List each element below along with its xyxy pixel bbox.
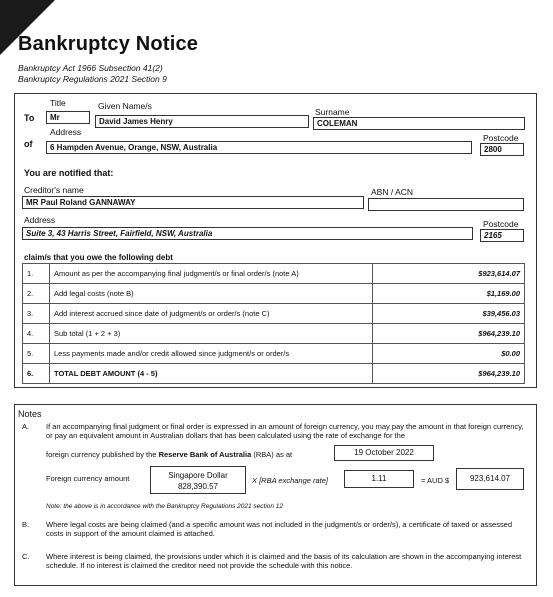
debt-row-amount: $923,614.07	[373, 264, 525, 284]
debt-row-description: Amount as per the accompanying final judgment/s or final order/s (note A)	[50, 264, 373, 284]
debt-row-description: Add interest accrued since date of judgment/s or order/s (note C)	[50, 304, 373, 324]
regulations-reference: Bankruptcy Regulations 2021 Section 9	[18, 74, 167, 84]
fx-rate-field[interactable]: 1.11	[344, 470, 414, 488]
debt-row	[23, 264, 525, 284]
note-a-rba-bold: Reserve Bank of Australia	[158, 450, 252, 459]
note-a-footnote: Note: the above is in accordance with the Bankruptcy Regulations 2021 section 12	[46, 503, 284, 510]
creditor-name-label: Creditor's name	[24, 185, 84, 195]
debt-row-number: 1.	[23, 264, 50, 284]
address-label: Address	[50, 127, 82, 137]
debt-table	[22, 263, 525, 384]
surname-label: Surname	[315, 107, 350, 117]
note-a-rba-pre: foreign currency published by the	[46, 450, 159, 459]
abn-acn-field[interactable]	[368, 198, 524, 211]
title-label: Title	[50, 98, 66, 108]
debt-row-amount: $964,239.10	[373, 364, 525, 384]
debt-row-amount: $0.00	[373, 344, 525, 364]
note-a-text: If an accompanying final judgment or final order is expressed in an amount of foreign currency, you may pay the amount in that foreign currency, or pay an equivalent amount in Australian dollars that has been calculated using the rate of exchange for the	[46, 422, 524, 440]
abn-acn-label: ABN / ACN	[371, 187, 414, 197]
note-b-text: Where legal costs are being claimed (and a specific amount was not included in the judgment/s or order/s), a certificate of taxed or assessed costs in support of the amount claimed is attached.	[46, 520, 513, 538]
postcode-label: Postcode	[483, 133, 519, 143]
given-names-field[interactable]: David James Henry	[95, 115, 309, 128]
debt-row	[23, 324, 525, 344]
debt-row-number: 2.	[23, 284, 50, 304]
note-a-rba-post: (RBA) as at	[251, 450, 293, 459]
act-reference: Bankruptcy Act 1966 Subsection 41(2)	[18, 63, 163, 73]
fx-currency: Singapore Dollar	[168, 471, 228, 480]
creditor-name-field[interactable]: MR Paul Roland GANNAWAY	[22, 196, 364, 209]
surname-field[interactable]: COLEMAN	[313, 117, 525, 130]
creditor-postcode-field[interactable]: 2165	[480, 229, 524, 242]
debt-row	[23, 364, 525, 384]
note-a-letter: A.	[22, 422, 30, 431]
debt-row	[23, 344, 525, 364]
fx-amount: 828,390.57	[177, 482, 219, 491]
creditor-postcode-label: Postcode	[483, 219, 519, 229]
debt-row-number: 4.	[23, 324, 50, 344]
notes-heading: Notes	[18, 409, 42, 419]
debt-row-description: Less payments made and/or credit allowed since judgment/s or order/s	[50, 344, 373, 364]
debt-row-description: Add legal costs (note B)	[50, 284, 373, 304]
address-field[interactable]: 6 Hampden Avenue, Orange, NSW, Australia	[46, 141, 472, 154]
debt-row-description: TOTAL DEBT AMOUNT (4 - 5)	[50, 364, 373, 384]
notified-heading: You are notified that:	[24, 168, 114, 178]
aud-label: = AUD $	[421, 476, 450, 485]
title-field[interactable]: Mr	[46, 111, 90, 124]
debt-row-amount: $964,239.10	[373, 324, 525, 344]
fx-amount-label: Foreign currency amount	[46, 474, 130, 483]
aud-value-field[interactable]: 923,614.07	[456, 468, 524, 490]
debt-row-number: 3.	[23, 304, 50, 324]
creditor-address-label: Address	[24, 215, 56, 225]
debt-row-amount: $39,456.03	[373, 304, 525, 324]
note-c-letter: C.	[22, 552, 30, 561]
fx-amount-field[interactable]	[150, 466, 246, 494]
debt-row-number: 5.	[23, 344, 50, 364]
given-names-label: Given Name/s	[98, 101, 152, 111]
debt-row-number: 6.	[23, 364, 50, 384]
debt-row	[23, 284, 525, 304]
fx-rate-label: X [RBA exchange rate]	[252, 476, 329, 485]
note-a-rba-line	[46, 450, 292, 459]
page-title: Bankruptcy Notice	[18, 33, 199, 55]
creditor-address-field[interactable]: Suite 3, 43 Harris Street, Fairfield, NSW, Australia	[22, 227, 473, 240]
note-c-text: Where interest is being claimed, the provisions under which it is claimed and the basis of its calculation are shown in the accompanying interest schedule. If no interest is claimed the creditor need not provide the schedule with this notice.	[46, 552, 522, 570]
debt-row	[23, 304, 525, 324]
debt-row-description: Sub total (1 + 2 + 3)	[50, 324, 373, 344]
of-label: of	[24, 139, 33, 149]
note-b-letter: B.	[22, 520, 30, 529]
to-label: To	[24, 113, 35, 123]
rba-date-field[interactable]: 19 October 2022	[334, 445, 434, 461]
debt-row-amount: $1,169.00	[373, 284, 525, 304]
postcode-field[interactable]: 2800	[480, 143, 524, 156]
debt-heading: claim/s that you owe the following debt	[24, 253, 173, 262]
